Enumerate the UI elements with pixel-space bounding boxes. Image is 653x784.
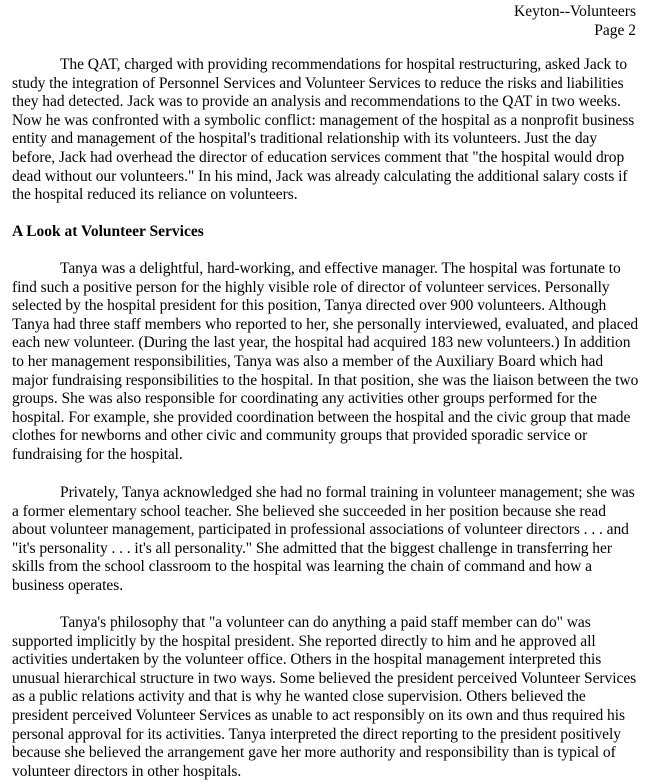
paragraph-text: The QAT, charged with providing recommendations for hospital restructuring, asked Jack to study the integration of Personnel Services and Volunteer Services to reduce the risks and liabilities they had detected. Jack was to provide an analysis and recommendations to the QAT in two weeks. Now he was confronted with a symbolic conflict: management of the hospital as a nonprofit business entity and management of the hospital's traditional relationship with its volunteers. Just the day before, Jack had overhead the director of education services comment that "the hospital would drop dead without our volunteers." In his mind, Jack was already calculating the additional salary costs if the hospital reduced its reliance on volunteers. [12, 56, 635, 204]
running-header [514, 2, 636, 40]
paragraph-text: Tanya's philosophy that "a volunteer can do anything a paid staff member can do" was supported implicitly by the hospital president. She reported directly to him and he approved all activities undertaken by the volunteer office. Others in the hospital management interpreted this unusual hierarchical structure in two ways. Some believed the president perceived Volunteer Services as a public relations activity and that is why he wanted close supervision. Others believed the president perceived Volunteer Services as unable to act responsibly on its own and thus required his personal approval for its activities. Tanya interpreted the direct reporting to the president positively because she believed the arrangement gave her more authority and responsibility than is typical of volunteer directors in other hospitals. [12, 614, 637, 780]
paragraph-text: Tanya was a delightful, hard-working, and effective manager. The hospital was fortunate to find such a positive person for the highly visible role of director of volunteer services. Personally selected by the hospital president for this position, Tanya directed over 900 volunteers. Although Tanya had three staff members who reported to her, she personally interviewed, evaluated, and placed each new volunteer. (During the last year, the hospital had acquired 183 new volunteers.) In addition to her management responsibilities, Tanya was also a member of the Auxiliary Board which had major fundraising responsibilities to the hospital. In that position, she was the liaison between the two groups. She was also responsible for coordinating any activities other groups performed for the hospital. For example, she provided coordination between the hospital and the civic group that made clothes for newborns and other civic and community groups that provided sporadic service or fundraising for the hospital. [12, 260, 639, 463]
paragraph-qat-assignment [12, 56, 642, 205]
paragraph-tanya-philosophy [12, 614, 642, 781]
paragraph-text: Privately, Tanya acknowledged she had no formal training in volunteer management; she was a former elementary school teacher. She believed she succeeded in her position because she read about volunteer management, participated in professional associations of volunteer directors . . . and "it's personality . . . it's all personality." She admitted that the biggest challenge in transferring her skills from the school classroom to the hospital was learning the chain of command and how a business operates. [12, 484, 635, 594]
paragraph-tanya-role [12, 260, 642, 465]
section-heading: A Look at Volunteer Services [12, 223, 204, 240]
running-title: Keyton--Volunteers [514, 3, 636, 20]
paragraph-tanya-background [12, 484, 642, 596]
page-number: Page 2 [594, 22, 636, 39]
